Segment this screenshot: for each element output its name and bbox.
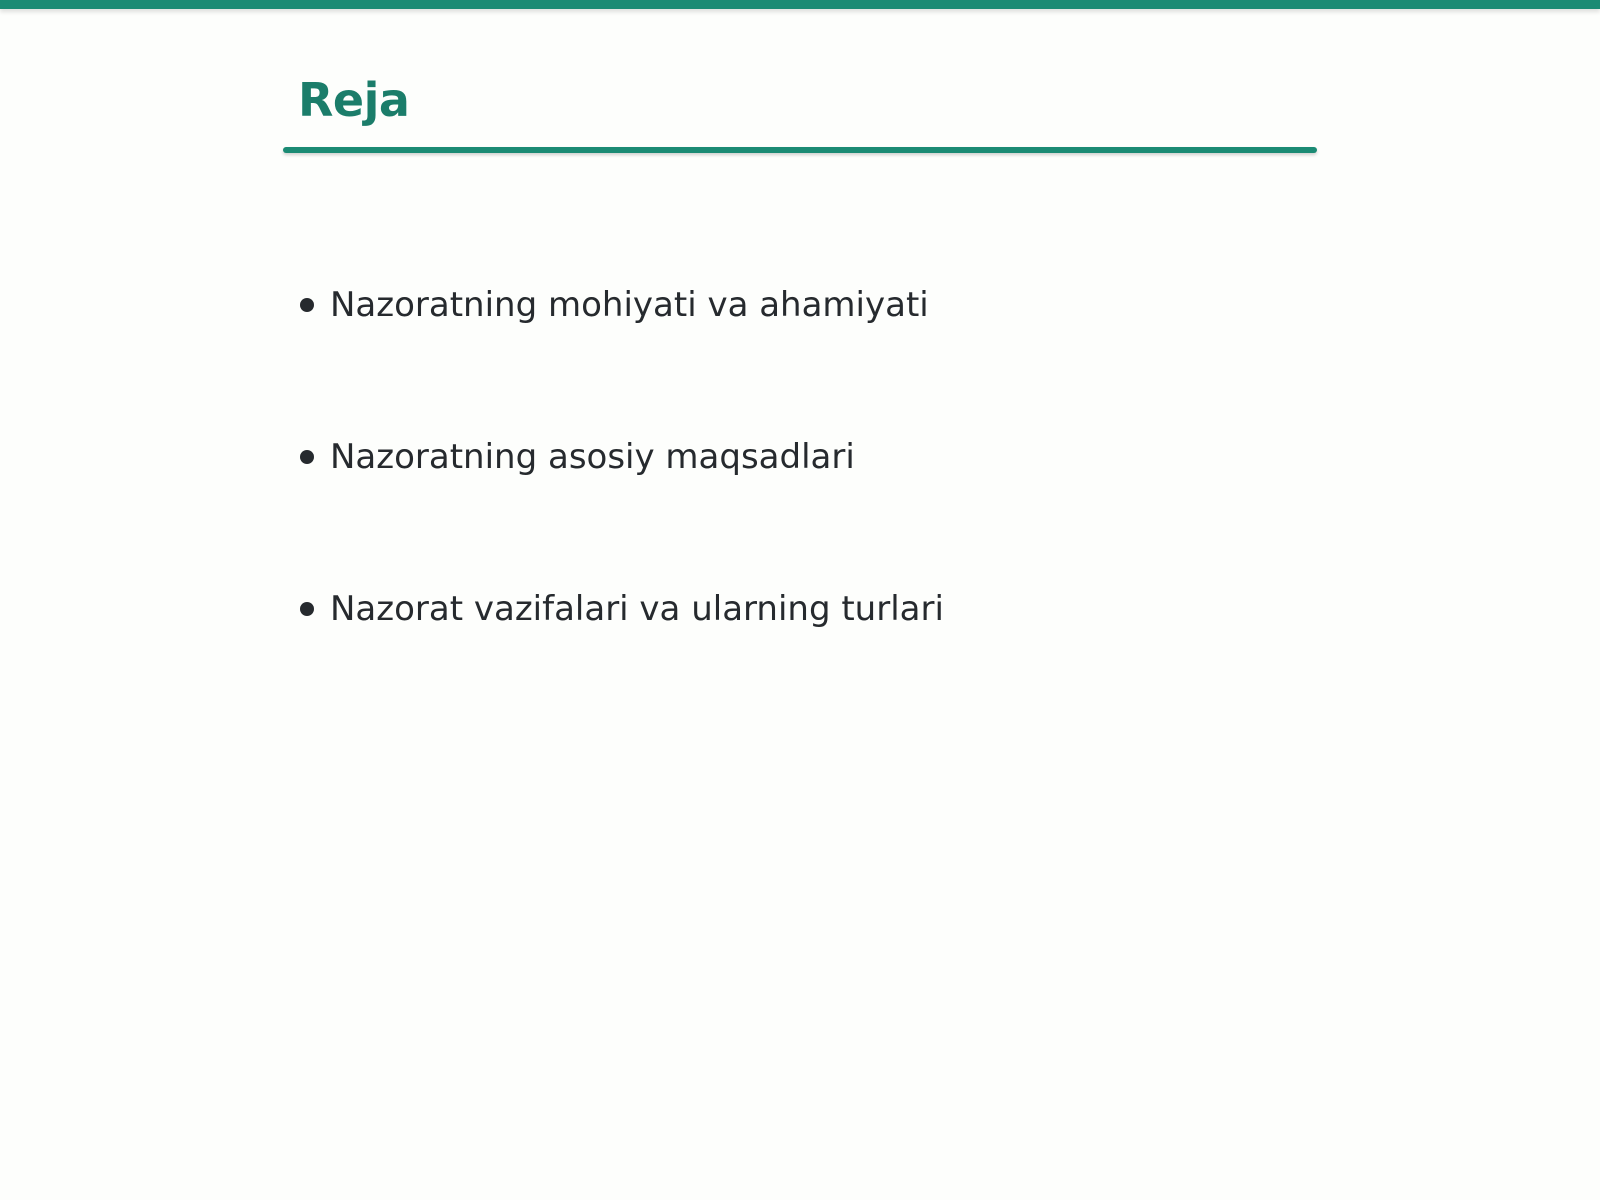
top-accent-bar	[0, 0, 1600, 9]
list-item	[300, 584, 944, 634]
list-item-label: Nazoratning asosiy maqsadlari	[330, 437, 855, 477]
list-item	[300, 432, 944, 482]
bullet-icon	[300, 450, 314, 464]
title-underline	[283, 147, 1317, 153]
slide-title: Reja	[298, 73, 410, 127]
list-item	[300, 280, 944, 330]
bullet-icon	[300, 298, 314, 312]
list-item-label: Nazoratning mohiyati va ahamiyati	[330, 285, 929, 325]
bullet-icon	[300, 602, 314, 616]
bullet-list	[300, 280, 944, 736]
list-item-label: Nazorat vazifalari va ularning turlari	[330, 589, 944, 629]
